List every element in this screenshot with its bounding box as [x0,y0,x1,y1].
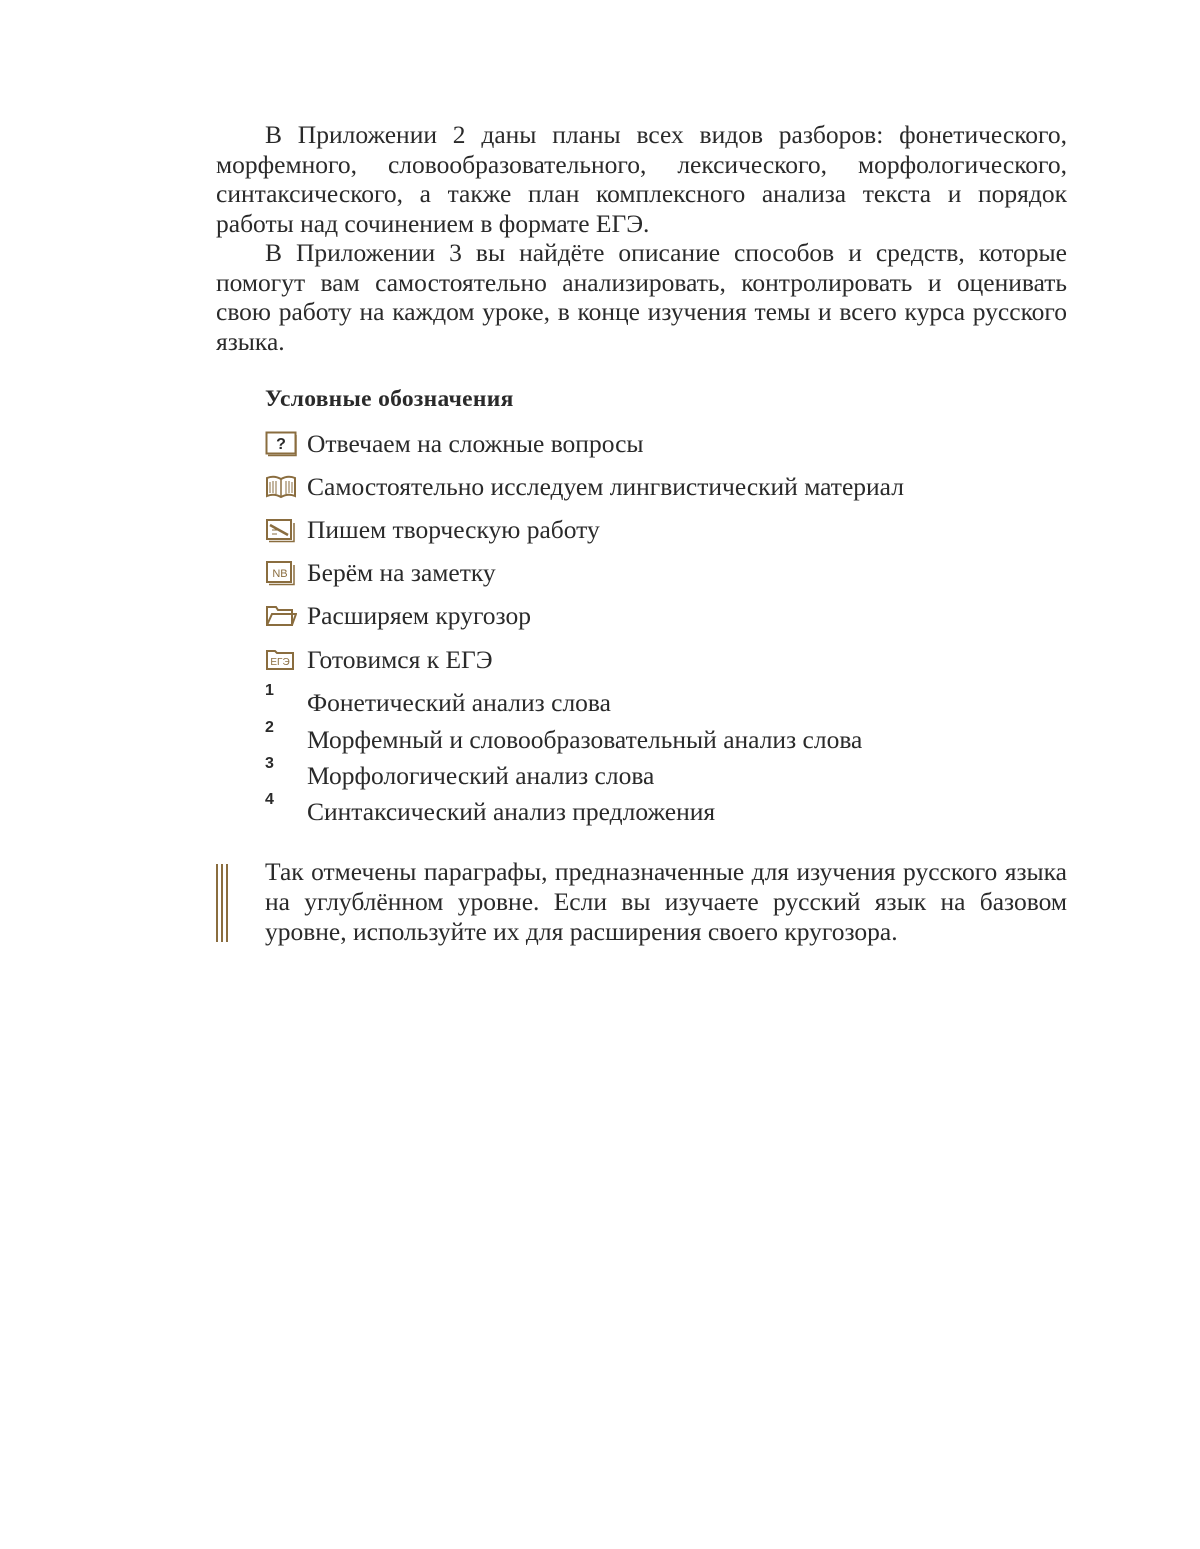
legend-item-creative [265,514,600,546]
analysis-number: 2 [265,719,274,736]
svg-text:NB: NB [272,568,288,580]
advanced-level-note: Так отмечены параграфы, предназначенные для изучения русского языка на углублённом уровне. Если вы изучаете русский язык на базовом уровне, используйте их для расширения своего кругозора. [265,857,1067,946]
nb-note-icon [265,560,297,586]
legend-label: Самостоятельно исследуем лингвистический материал [307,472,904,501]
svg-text:?: ? [276,436,286,453]
paragraph-appendix-2: В Приложении 2 даны планы всех видов разборов: фонетического, морфемного, словообразовательного, лексического, морфологического, синтаксического, а также план комплексного анализа текста и порядок работы над сочинением в формате ЕГЭ. [216,120,1067,238]
question-box-icon [265,431,297,457]
legend-label: Пишем творческую работу [307,515,600,544]
svg-text:ЕГЭ: ЕГЭ [270,657,290,668]
pencil-paper-icon [265,517,297,543]
legend-item-horizon [265,600,531,632]
ege-folder-icon [265,647,297,673]
legend-label: Расширяем кругозор [307,601,531,630]
legend-item-note [265,557,496,589]
legend-item-ege [265,644,493,676]
open-book-icon [265,474,297,500]
paragraph-appendix-3: В Приложении 3 вы найдёте описание способов и средств, которые помогут вам самостоятельно анализировать, контролировать и оценивать свою работу на каждом уроке, в конце изучения темы и всего курса русского языка. [216,238,1067,356]
legend-item-questions [265,428,644,460]
legend-item-research [265,471,904,503]
legend-label: Морфемный и словообразовательный анализ слова [307,725,863,754]
legend-label: Отвечаем на сложные вопросы [307,429,644,458]
legend-label: Берём на заметку [307,558,496,587]
legend-label: Фонетический анализ слова [307,688,611,717]
advanced-level-marker [216,864,228,942]
legend-label: Морфологический анализ слова [307,761,655,790]
analysis-number: 3 [265,755,274,772]
intro-text [216,120,1067,356]
legend-title: Условные обозначения [265,386,514,412]
folder-icon [265,603,297,629]
legend-label: Синтаксический анализ предложения [307,797,716,826]
analysis-number: 1 [265,682,274,699]
legend-label: Готовимся к ЕГЭ [307,645,493,674]
analysis-number: 4 [265,791,274,808]
